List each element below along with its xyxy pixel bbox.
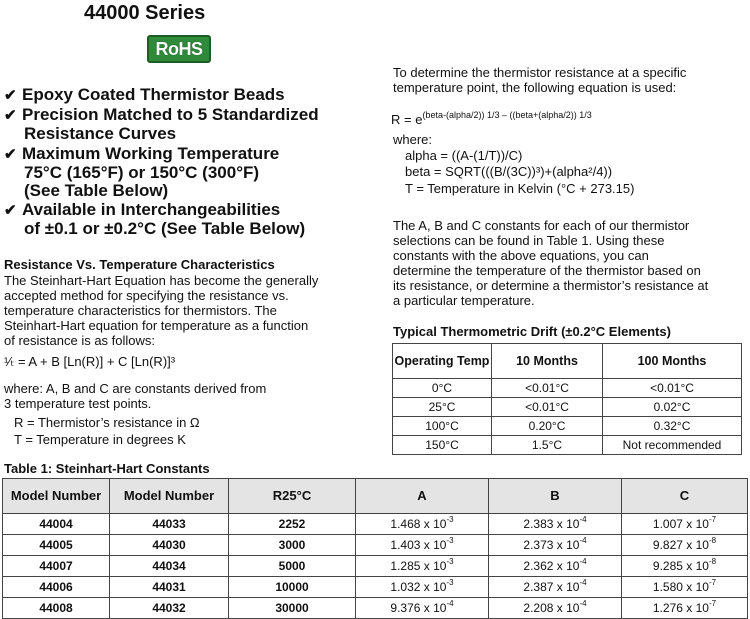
feature-2: ✔ Precision Matched to 5 Standardized Resistance Curves [4,105,319,143]
temp-def: T = Temperature in Kelvin (°C + 273.15) [405,181,635,196]
table1-caption: Table 1: Steinhart-Hart Constants [4,461,210,476]
rohs-label: RoHS [155,38,203,59]
checkmark-icon: ✔ [4,146,17,163]
right-intro: To determine the thermistor resistance at a specific temperature point, the following equation is used: [393,65,687,95]
constants-table [2,478,748,619]
table-row: 44008 44032 30000 9.376 x $10^{-4}$ 2.208 x $10^{-4}$ 1.276 x $10^{-7}$ [3,598,748,619]
table-row: 25°C <0.01°C 0.02°C [393,398,742,417]
drift-col-100m: 100 Months [603,344,742,379]
rt-heading: Resistance Vs. Temperature Characteristics [4,257,275,272]
drift-table [392,343,742,455]
col-model-number: Model Number [3,479,110,514]
beta-def: beta = SQRT(((B/(3C))³)+(alpha²/4)) [405,164,613,179]
feature-3: ✔ Maximum Working Temperature 75°C (165°F) or 150°C (300°F) (See Table Below) [4,144,280,200]
alpha-def: alpha = ((A-(1/T))/C) [405,148,523,163]
where-label: where: [393,132,433,147]
table-row: 150°C 1.5°C Not recommended [393,436,742,455]
checkmark-icon: ✔ [4,87,17,104]
col-c: C [622,479,748,514]
col-r25: R25°C [229,479,356,514]
page-title: 44000 Series [84,2,206,24]
table-row: 0°C <0.01°C <0.01°C [393,379,742,398]
feature-1: ✔ Epoxy Coated Thermistor Beads [4,85,285,104]
where-text: where: A, B and C are constants derived from 3 temperature test points. [4,381,267,411]
table-row: 44006 44031 10000 1.032 x $10^{-3}$ 2.387 x $10^{-4}$ 1.580 x $10^{-7}$ [3,577,748,598]
checkmark-icon: ✔ [4,202,17,219]
def-r: R = Thermistor’s resistance in Ω [14,415,200,430]
steinhart-equation: ¹⁄ₜ = A + B [Ln(R)] + C [Ln(R)]³ [4,354,176,369]
col-model-number-2: Model Number [110,479,229,514]
resistance-equation: $R = e^{(beta-(alpha/2)) 1/3 - ((beta+(alpha/2)) 1/3}$ [391,110,592,127]
def-t: T = Temperature in degrees K [14,432,186,447]
table-row: 44007 44034 5000 1.285 x $10^{-3}$ 2.362 x $10^{-4}$ 9.285 x $10^{-8}$ [3,556,748,577]
rohs-logo [147,35,211,63]
col-b: B [489,479,622,514]
table-row: 100°C 0.20°C 0.32°C [393,417,742,436]
drift-heading: Typical Thermometric Drift (±0.2°C Elements) [393,324,671,339]
right-paragraph: The A, B and C constants for each of our thermistor selections can be found in Table 1. Using these constants with the above equations, you can determine the temperature of the thermistor based on its resistance, or determine a thermistor’s resistance at a particular temperature. [393,218,709,308]
col-a: A [356,479,489,514]
table-row: 44005 44030 3000 1.403 x $10^{-3}$ 2.373 x $10^{-4}$ 9.827 x $10^{-8}$ [3,535,748,556]
table-row: 44004 44033 2252 1.468 x $10^{-3}$ 2.383 x $10^{-4}$ 1.007 x $10^{-7}$ [3,514,748,535]
rt-paragraph: The Steinhart-Hart Equation has become the generally accepted method for specifying the resistance vs. temperature characteristics for thermistors. The Steinhart-Hart equation for temperature as a function of resistance is as follows: [4,273,319,348]
feature-4: ✔ Available in Interchangeabilities of ±0.1 or ±0.2°C (See Table Below) [4,200,306,238]
drift-col-temp: Operating Temp [393,344,492,379]
checkmark-icon: ✔ [4,107,17,124]
drift-col-10m: 10 Months [492,344,603,379]
